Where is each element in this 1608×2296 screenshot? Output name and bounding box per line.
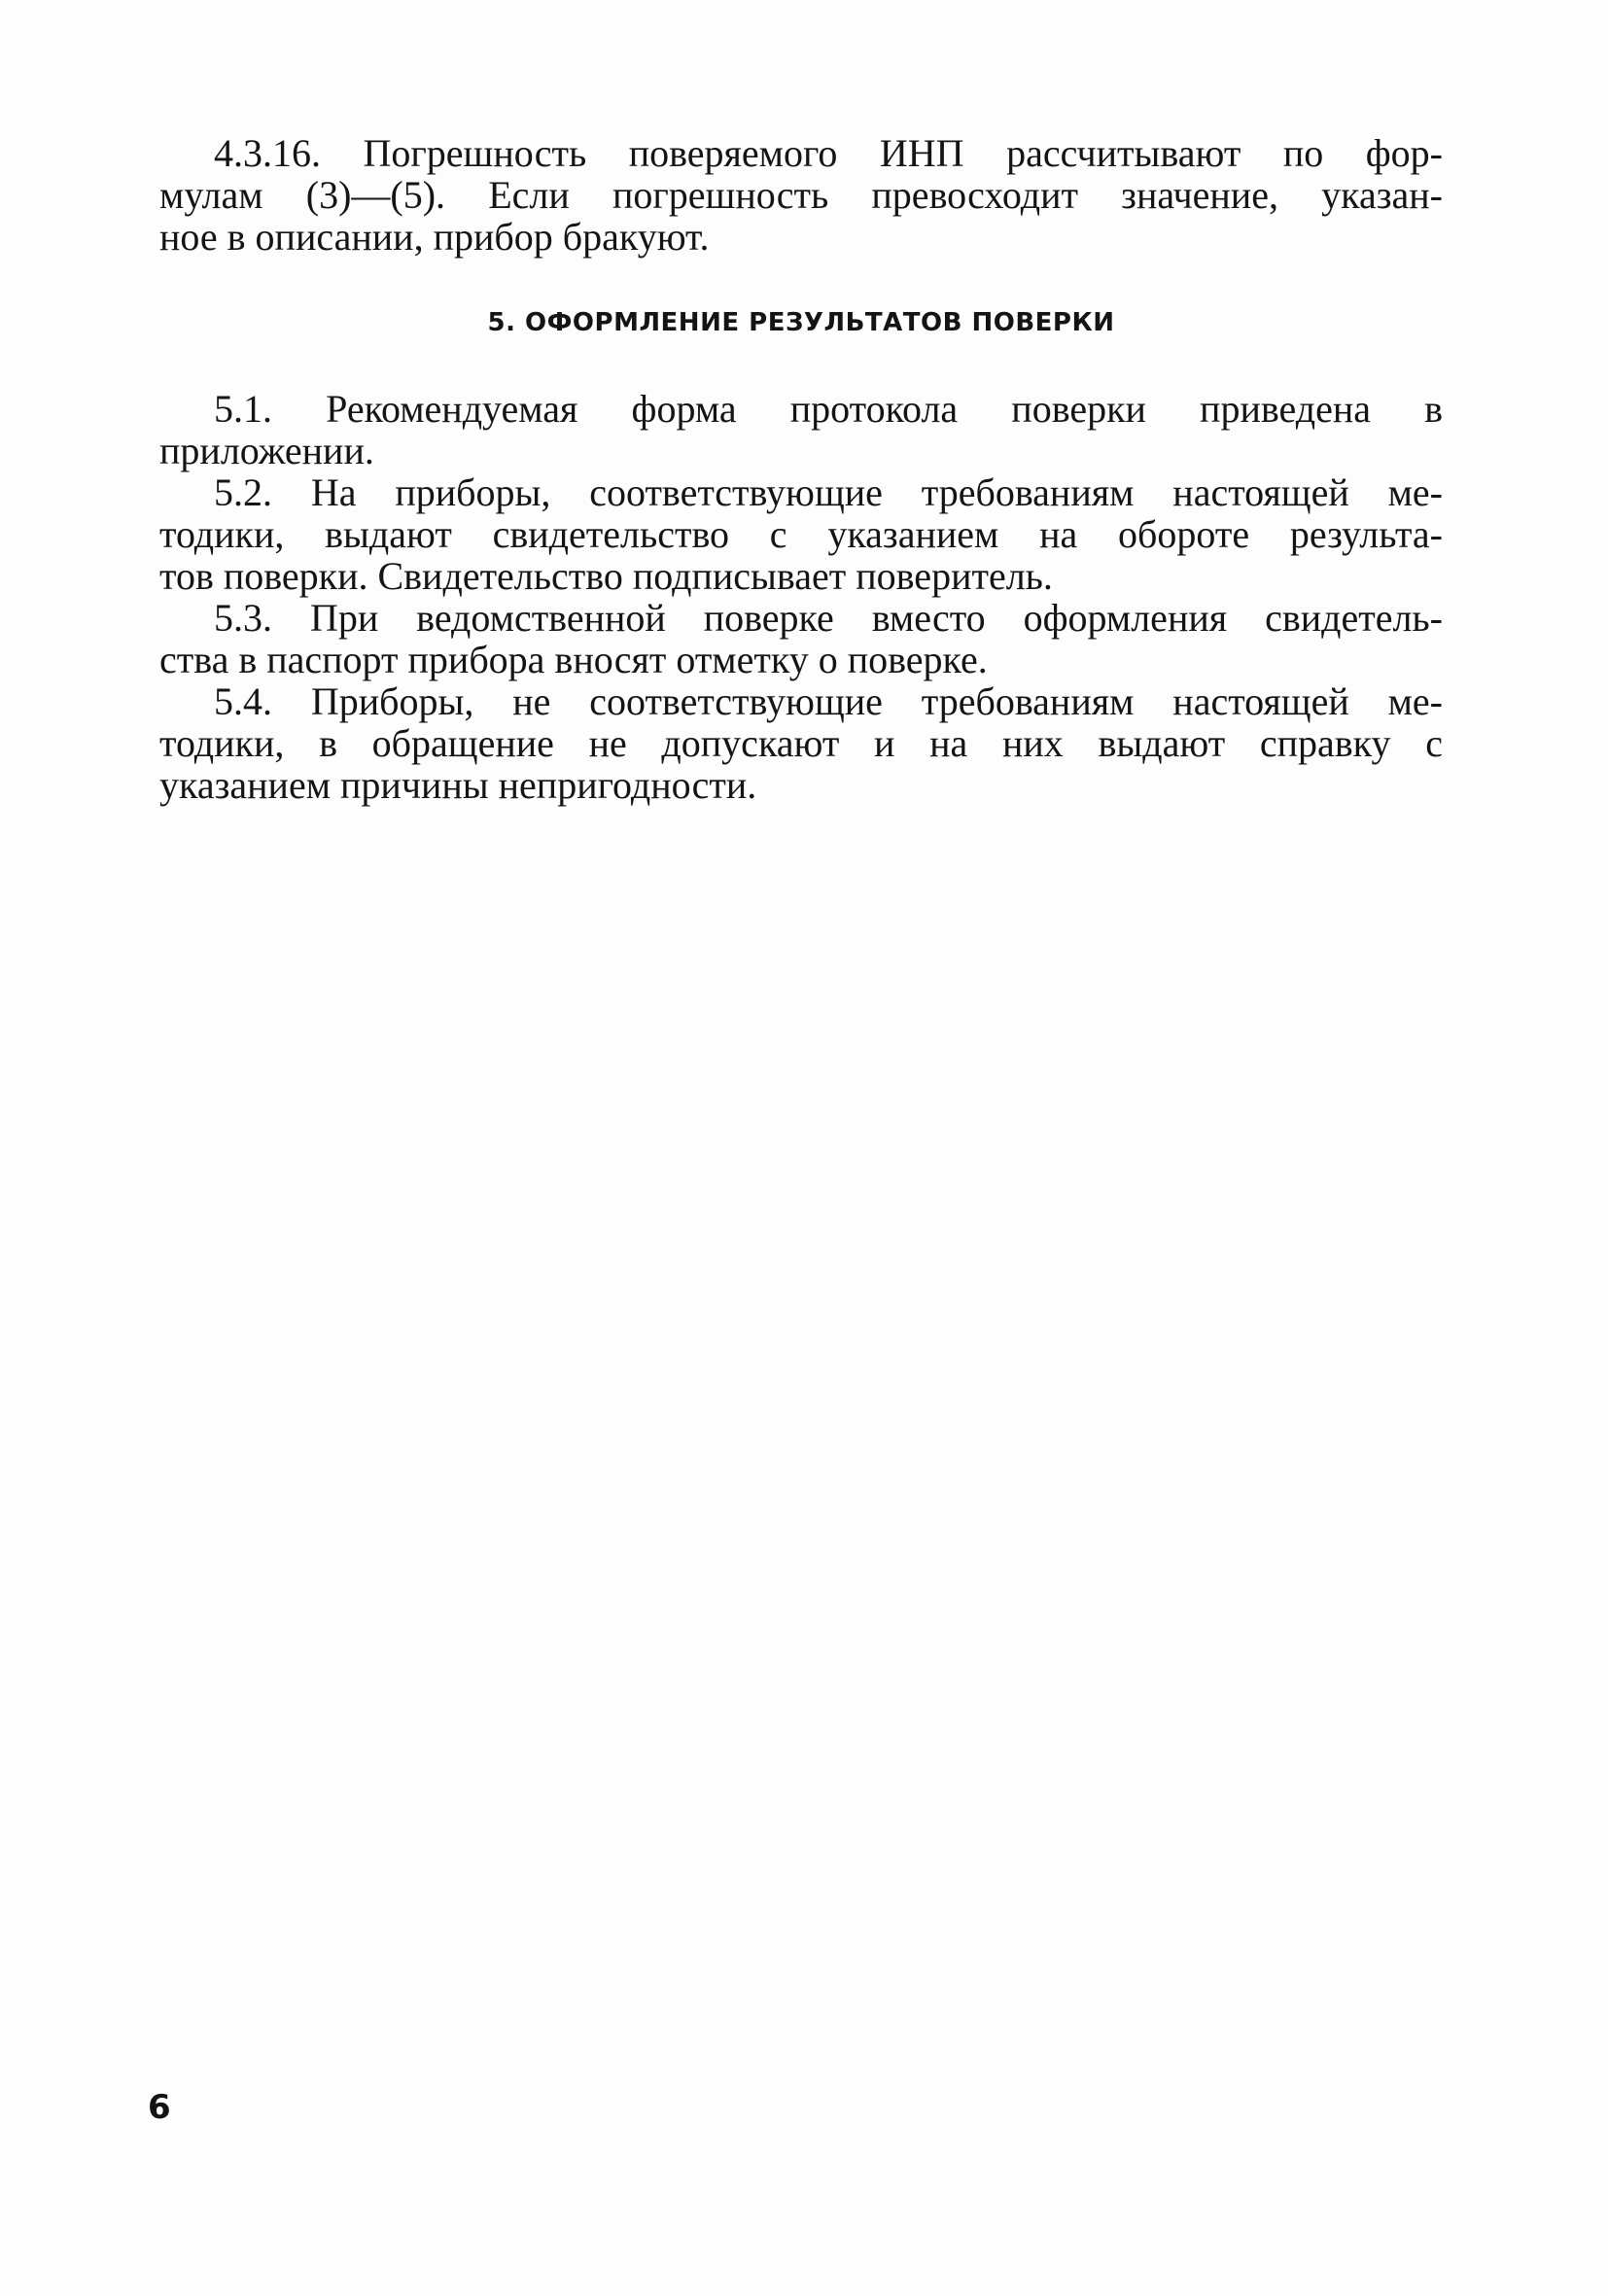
paragraph-line: мулам (3)—(5). Если погрешность превосходит значение, указан-: [159, 173, 1443, 217]
paragraph-5-2: [159, 471, 1443, 597]
paragraph-line: тодики, в обращение не допускают и на них выдают справку с: [159, 721, 1443, 765]
section-heading: 5. ОФОРМЛЕНИЕ РЕЗУЛЬТАТОВ ПОВЕРКИ: [487, 308, 1115, 337]
page-body: [159, 132, 1443, 806]
paragraph-line: приложении.: [159, 429, 374, 472]
paragraph-4-3-16: [159, 132, 1443, 258]
paragraph-line: 5.3. При ведомственной поверке вместо оформления свидетель-: [214, 596, 1443, 640]
paragraph-5-4: [159, 680, 1443, 806]
paragraph-line: 5.2. На приборы, соответствующие требованиям настоящей ме-: [214, 470, 1443, 514]
paragraph-line: 5.4. Приборы, не соответствующие требованиям настоящей ме-: [214, 679, 1443, 723]
paragraph-line: 4.3.16. Погрешность поверяемого ИНП рассчитывают по фор-: [214, 131, 1443, 175]
paragraph-line: указанием причины непригодности.: [159, 763, 757, 807]
paragraph-line: тодики, выдают свидетельство с указанием на обороте результа-: [159, 512, 1443, 556]
page-number: 6: [148, 2088, 171, 2127]
paragraph-line: тов поверки. Свидетельство подписывает поверитель.: [159, 554, 1053, 598]
paragraph-5-1: [159, 388, 1443, 471]
paragraph-5-3: [159, 597, 1443, 680]
paragraph-line: 5.1. Рекомендуемая форма протокола поверки приведена в: [214, 387, 1443, 431]
paragraph-line: ства в паспорт прибора вносят отметку о поверке.: [159, 638, 988, 681]
paragraph-line: ное в описании, прибор бракуют.: [159, 215, 710, 259]
